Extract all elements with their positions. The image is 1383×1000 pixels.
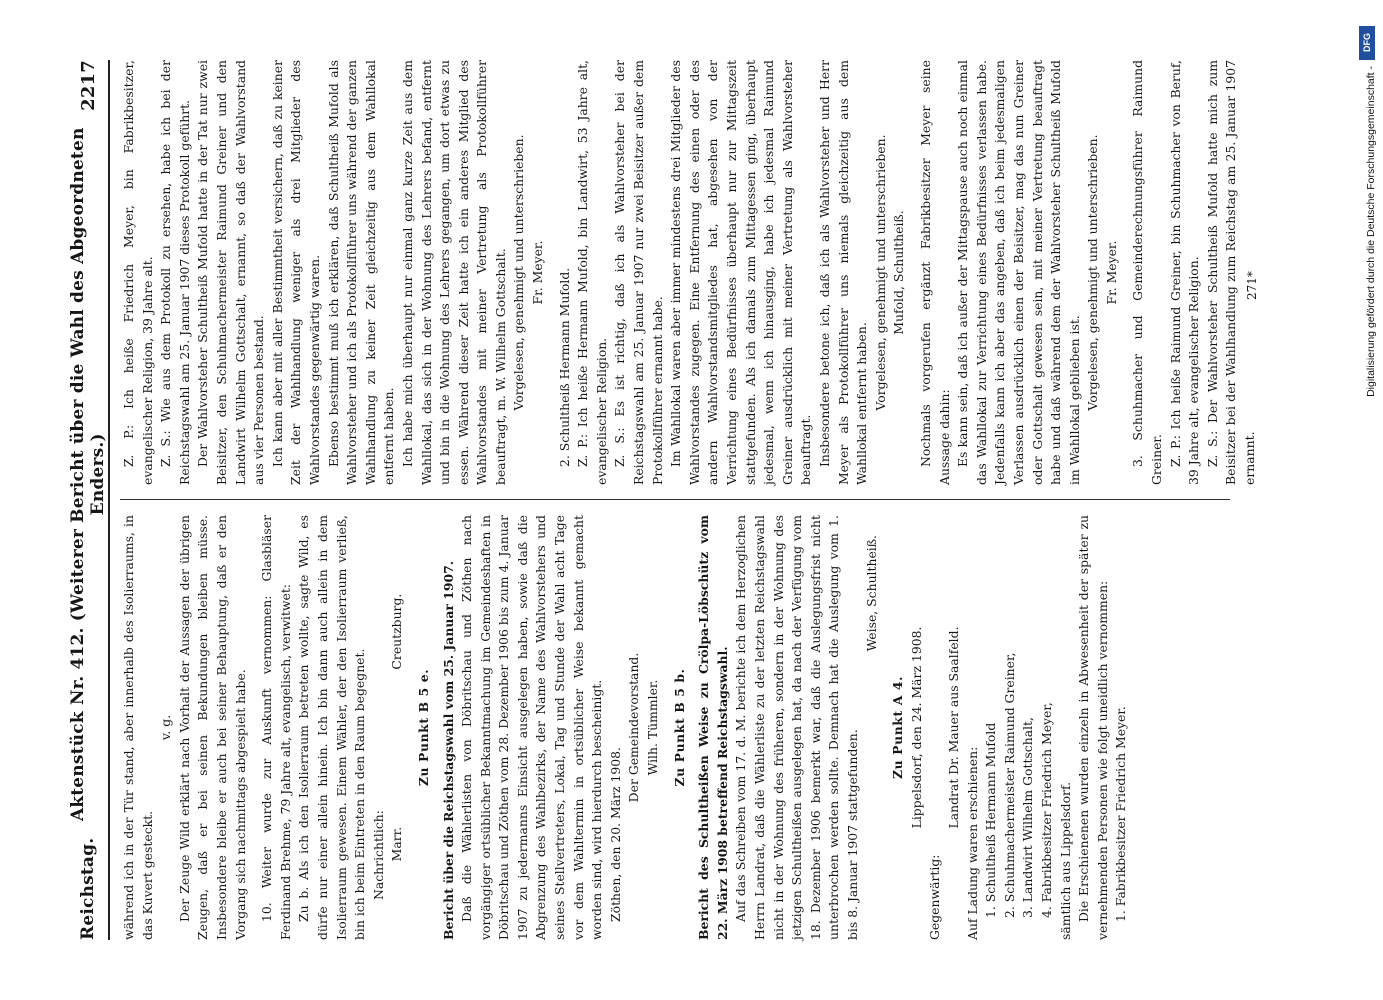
signature: Creutzburg. [389,593,405,670]
paragraph: Insbesondere betone ich, daß ich als Wahlvorsteher und Herr Meyer als Protokollführer uns niemals gleichzeitig aus dem Wahllokal entfernt haben. [816,60,870,485]
section-heading: Zu Punkt B 5 e. [415,668,431,787]
list-footer: sämtlich aus Lippelsdorf. [1057,781,1073,940]
rotated-sheet [50,60,1290,940]
list-item: 3. Landwirt Wilhelm Gottschalt, [1020,717,1036,918]
paragraph: Z. P.: Ich heiße Friedrich Meyer, bin Fabrikbesitzer, evangelischer Religion, 39 Jahre alt. [121,60,155,485]
paragraph: Ich habe mich überhaupt nur einmal ganz kurze Zeit aus dem Wahllokal, das sich in der Wohnung des Lehrers befand, entfernt und bin in die Wohnung des Lehrers gegangen, um dort etwas zu essen. Während dieser Zeit hatte ich ein anderes Mitglied des Wahlvorstandes mit meiner Vertretung als Protokollführer beauftragt, m. W. Wilhelm Gottschalt. [399,60,508,485]
report-heading: Bericht über die Reichstagswahl vom 25. Januar 1907. [440,560,456,940]
signature: Weise, Schultheiß. [863,535,879,652]
paragraph: 10. Weiter wurde zur Auskunft vernommen: Glasbläser Ferdinand Brehme, 79 Jahre alt, evangelisch, verwitwet: [259,515,293,940]
paragraph: Auf das Schreiben vom 17. d. M. berichte ich dem Herzoglichen Herrn Landrat, daß die Wählerliste zu der letzten Reichstagswahl nicht in der Wohnung des früheren, sondern in der Wohnung des jetzigen Schultheißen ausgelegen hat, da nach der Verfügung vom 18. Dezember 1906 bemerkt war, daß die Auslegungsfrist nicht unterbrochen werden sollte. Demnach hat die Auslegung vom 1. bis 8. Januar 1907 stattgefunden. [733,515,860,940]
paragraph: Ebenso bestimmt muß ich erklären, daß Schultheiß Mufold als Wahlvorsteher und ich als Protokollführer uns während der ganzen Wahlhandlung zu keiner Zeit gleichzeitig aus dem Wahllokal entfernt haben. [325,60,397,485]
right-column [120,60,1260,485]
header-left: Reichstag. [78,837,98,940]
closing-line: Vorgelesen, genehmigt und unterschrieben. [511,134,527,411]
signature: Mufold, Schultheiß. [891,210,907,335]
attendance-label: Gegenwärtig: [927,854,943,940]
paragraph: Der Wahlvorsteher Schultheiß Mufold hatte in der Tat nur zwei Beisitzer, den Schuhmachermeister Raimund Greiner und den Landwirt Wilhelm Gottschalt, ernannt, so daß der Wahlvorstand aus vier Personen bestand. [195,60,267,485]
paragraph: Die Erschienenen wurden einzeln in Abwesenheit der später zu vernehmenden Personen wie folgt uneidlich vernommen: [1076,515,1110,940]
paragraph: Zu b. Als ich den Isolierraum betreten wollte, sagte Wild, es dürfe nur einer allein hinein. Ich bin dann auch allein in dem Isolierraum gewesen. Einem Wähler, der den Isolierraum verließ, bin ich beim Eintreten in den Raum begegnet. [296,515,368,940]
witness-heading: 3. Schuhmacher und Gemeinderechnungsführer Raimund Greiner. [1130,60,1165,485]
left-column [120,515,1131,940]
paragraph: Ich kann aber mit aller Bestimmtheit versichern, daß zu keiner Zeit der Wahlhandlung weniger als drei Mitglieder des Wahlvorstandes gegenwärtig waren. [269,60,322,485]
list-item: 1. Schultheiß Hermann Mufold [983,722,999,918]
closing-line: Vorgelesen, genehmigt und unterschrieben. [872,134,888,411]
paragraph: Z. P.: Ich heiße Raimund Greiner, bin Schuhmacher von Beruf, 39 Jahre alt, evangelischer Religion. [1167,60,1202,485]
digitization-text: Digitalisierung gefördert durch die Deutsche Forschungsgemeinschaft - [1365,66,1377,397]
sheet-content [50,60,1290,940]
organization: Der Gemeindevorstand. [626,652,642,803]
signatures [388,515,407,940]
paragraph: Im Wahllokal waren aber immer mindestens drei Mitglieder des Wahlvorstandes zugegen. Eine Entfernung des einen oder des andern Wahlvorstandsmitgliedes hat, abgesehen von der Verrichtung eines Bedürfnisses überhaupt nur zur Mittagszeit stattgefunden. Als ich damals zum Mittagessen ging, überhaupt jedesmal, wenn ich hinausging, habe ich jedesmal Raimund Greiner ausdrücklich mit meiner Vertretung als Wahlvorsteher beauftragt. [668,60,814,485]
paragraph: 1. Fabrikbesitzer Friedrich Meyer. [1113,706,1129,922]
paragraph: während ich in der Tür stand, aber innerhalb des Isolierraums, in das Kuvert gesteckt. [121,515,155,940]
signature-mark: 271* [1245,271,1259,300]
report-heading: Bericht des Schultheißen Weise zu Crölpa-Löbschütz vom 22. März 1908 betreffend Reichstagswahl. [696,515,730,940]
paragraph: Z. S.: Der Wahlvorsteher Schultheiß Mufold hatte mich zum Beisitzer bei der Wahlhandlung zum Reichstag am 25. Januar 1907 ernannt. [1204,60,1258,485]
header-rule [108,60,110,940]
paragraph: Z. S.: Es ist richtig, daß ich als Wahlvorsteher bei der Reichstagswahl am 25. Januar 1907 nur zwei Beisitzer außer dem Protokollführer ernannt habe. [612,60,665,485]
paragraph: Daß die Wählerlisten von Döbritschau und Zöthen nach vorgängiger ortsüblicher Bekanntmachung im Gemeindeshaften in Döbritschau und Zöthen vom 28. Dezember 1906 bis zum 4. Januar 1907 zu jedermanns Einsicht ausgelegen haben, sowie daß die Abgrenzung des Wahlbezirks, der Name des Wahlvorstehers und seines Stellvertreters, Lokal, Tag und Stunde der Wahl acht Tage vor dem Wahltermin in ortsüblicher Weise bekannt gemacht worden sind, wird hierdurch bescheinigt. [459,515,605,940]
signature: Marr. [389,826,405,862]
signature: Fr. Meyer. [1103,240,1119,305]
paragraph: Nochmals vorgerufen ergänzt Fabrikbesitzer Meyer seine Aussage dahin: [917,60,952,485]
header-title: Aktenstück Nr. 412. (Weiterer Bericht über die Wahl des Abgeordneten Enders.) [68,127,108,822]
dfg-logo: DFG [1359,26,1375,60]
list-item: 4. Fabrikbesitzer Friedrich Meyer, [1038,702,1054,918]
date-line: Lippelsdorf, den 24. März 1908. [908,626,924,829]
closing-line: Vorgelesen, genehmigt und unterschrieben. [1085,134,1101,411]
signature: Fr. Meyer. [530,240,546,305]
vg-mark: v. g. [158,714,174,741]
scanned-page [50,0,1350,1000]
section-heading: Zu Punkt A 4. [890,676,906,779]
list-item: 2. Schuhmachermeister Raimund Greiner, [1001,652,1017,918]
digitization-notice [1357,20,1377,980]
date-line: Zöthen, den 20. März 1908. [607,747,623,922]
note-label: Nachrichtlich: [370,810,386,900]
signature: Wilh. Tümmler. [645,679,661,776]
column-divider [120,499,1230,500]
page-number: 2217 [77,60,99,111]
witness-heading: 2. Schultheiß Hermann Mufold. [556,267,572,467]
page-header [70,60,106,940]
paragraph: Z. P.: Ich heiße Hermann Mufold, bin Landwirt, 53 Jahre alt, evangelischer Religion. [575,60,609,485]
summons-label: Auf Ladung waren erschienen: [964,746,980,940]
paragraph: Der Zeuge Wild erklärt nach Vorhalt der Aussagen der übrigen Zeugen, daß er bei seinen Bekundungen bleiben müsse. Insbesondere bleibe er auch bei seiner Behauptung, daß er den Vorgang sich nachmittags abgespielt habe. [176,515,248,940]
attendee: Landrat Dr. Mauer aus Saalfeld. [945,626,961,829]
section-heading: Zu Punkt B 5 b. [671,668,687,787]
paragraph: Z. S.: Wie aus dem Protokoll zu ersehen, habe ich bei der Reichstagswahl am 25. Januar 1907 dieses Protokoll geführt. [158,60,192,485]
paragraph: Es kann sein, daß ich außer der Mittagspause auch noch einmal das Wahllokal zur Verrichtung eines Bedürfnisses verlassen habe. Jedenfalls kann ich aber das angeben, daß ich beim jedesmaligen Verlassen ausdrücklich einen der Beisitzer, mag das nun Greiner oder Gottschalt gewesen sein, mit meiner Vertretung beauftragt habe und daß während dem der Wahlvorsteher Schultheiß Mufold im Wahllokal geblieben ist. [955,60,1082,485]
